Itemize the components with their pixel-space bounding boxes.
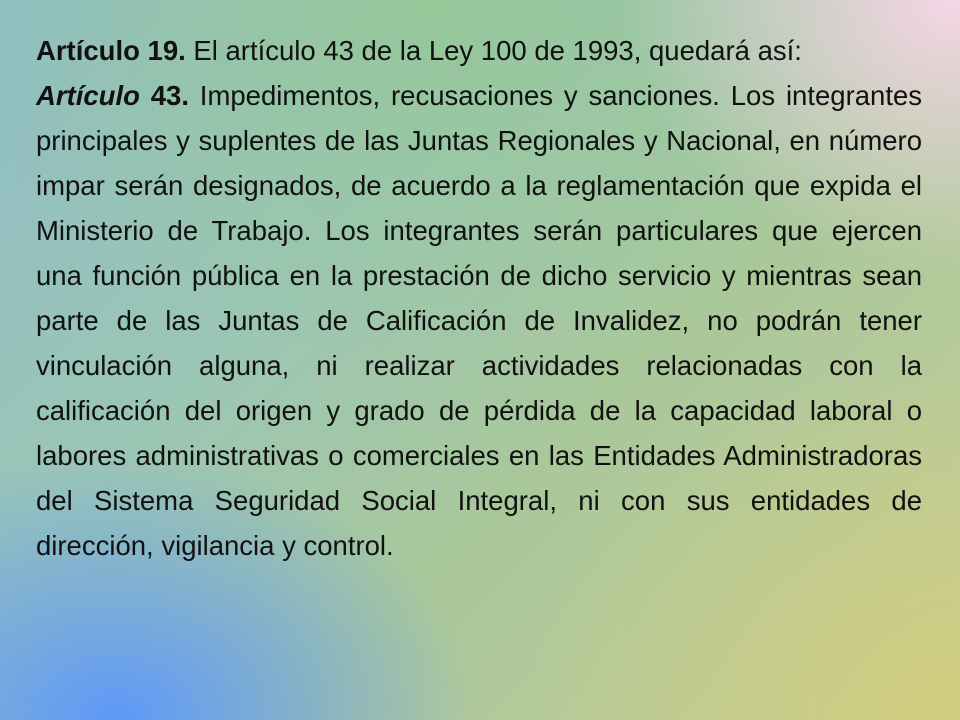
article-19-heading: Artículo 19. [36,35,186,66]
article-43-heading-word: Artículo [36,80,140,111]
article-43-heading-number: 43. [139,80,189,111]
paragraph-article-19 [36,28,922,73]
paragraph-article-43 [36,73,922,568]
article-text-block [36,28,922,568]
article-19-text: El artículo 43 de la Ley 100 de 1993, quedará así: [185,35,802,66]
article-43-text: Impedimentos, recusaciones y sanciones. Los integrantes principales y suplentes de las Juntas Regionales y Nacional, en número impar serán designados, de acuerdo a la reglamentación que expida el Ministerio de Trabajo. Los integrantes serán particulares que ejercen una función pública en la prestación de dicho servicio y mientras sean parte de las Juntas de Calificación de Invalidez, no podrán tener vinculación alguna, ni realizar actividades relacionadas con la calificación del origen y grado de pérdida de la capacidad laboral o labores administrativas o comerciales en las Entidades Administradoras del Sistema Seguridad Social Integral, ni con sus entidades de dirección, vigilancia y control. [36,80,923,561]
